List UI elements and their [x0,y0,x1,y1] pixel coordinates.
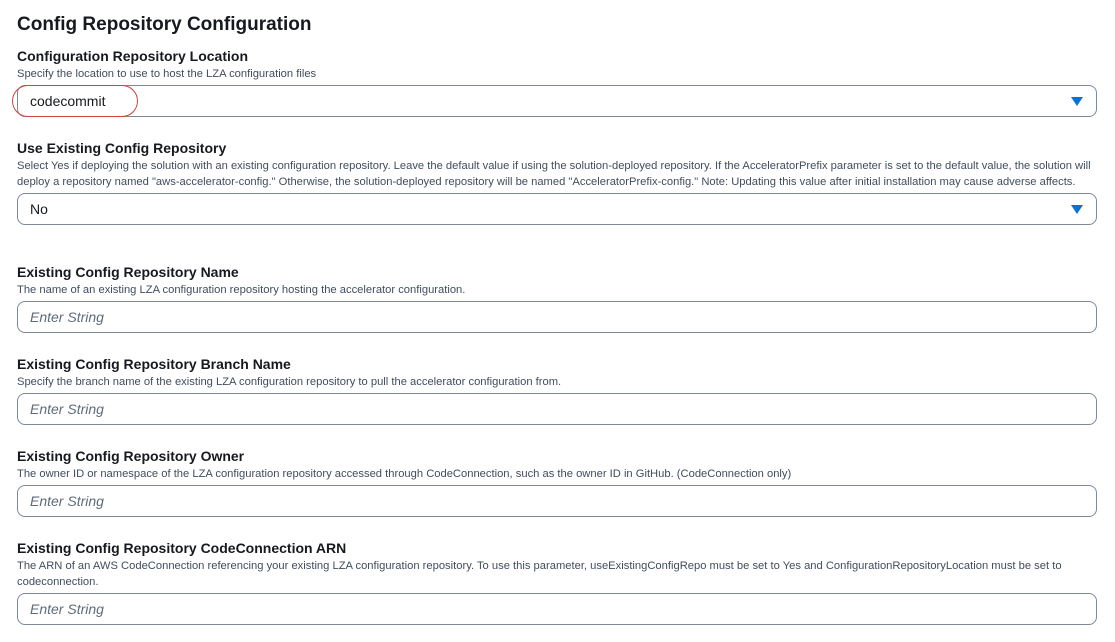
field-label: Existing Config Repository Branch Name [17,356,291,372]
field-configuration-repository-location [17,47,1097,117]
field-description: Specify the location to use to host the LZA configuration files [17,68,317,80]
repository-owner-input[interactable] [30,486,1096,516]
section-title: Config Repository Configuration [17,14,312,35]
field-description: Select Yes if deploying the solution with an existing configuration repository. Leave the default value if using the solution-deployed repository. If the AcceleratorPrefix parameter is set to the default value, the solution will deploy a repository named "aws-accelerator-config." Otherwise, the solution-deployed repository will be named "AcceleratorPrefix-config." Note: Updating this value after initial installation may cause adverse affects. [17,160,1091,188]
field-use-existing-config-repository [17,139,1097,225]
field-existing-config-repository-owner [17,447,1097,517]
field-description: The name of an existing LZA configuration repository hosting the accelerator configuration. [17,284,466,296]
branch-name-input-wrapper [17,393,1097,425]
field-label: Existing Config Repository CodeConnection ARN [17,540,347,556]
field-label: Configuration Repository Location [17,48,248,64]
select-value: No [30,201,48,217]
repository-name-input[interactable] [30,302,1096,332]
field-description: The ARN of an AWS CodeConnection referencing your existing LZA configuration repository. To use this parameter, useExistingConfigRepo must be set to Yes and ConfigurationRepositoryLocation must be set to codeconnection. [17,560,1062,588]
field-label: Existing Config Repository Owner [17,448,245,464]
select-value: codecommit [30,93,106,109]
field-label: Use Existing Config Repository [17,140,227,156]
codeconnection-arn-input-wrapper [17,593,1097,625]
field-existing-config-repository-codeconnection-arn [17,539,1097,625]
repository-owner-input-wrapper [17,485,1097,517]
branch-name-input[interactable] [30,394,1096,424]
caret-down-icon [1071,205,1083,214]
field-existing-config-repository-name [17,263,1097,333]
field-label: Existing Config Repository Name [17,264,239,280]
use-existing-repo-select[interactable] [17,193,1097,225]
field-description: The owner ID or namespace of the LZA configuration repository accessed through CodeConnection, such as the owner ID in GitHub. (CodeConnection only) [17,468,792,480]
field-description: Specify the branch name of the existing LZA configuration repository to pull the accelerator configuration from. [17,376,562,388]
field-existing-config-repository-branch-name [17,355,1097,425]
repository-name-input-wrapper [17,301,1097,333]
caret-down-icon [1071,97,1083,106]
repository-location-select[interactable] [17,85,1097,117]
codeconnection-arn-input[interactable] [30,594,1096,624]
